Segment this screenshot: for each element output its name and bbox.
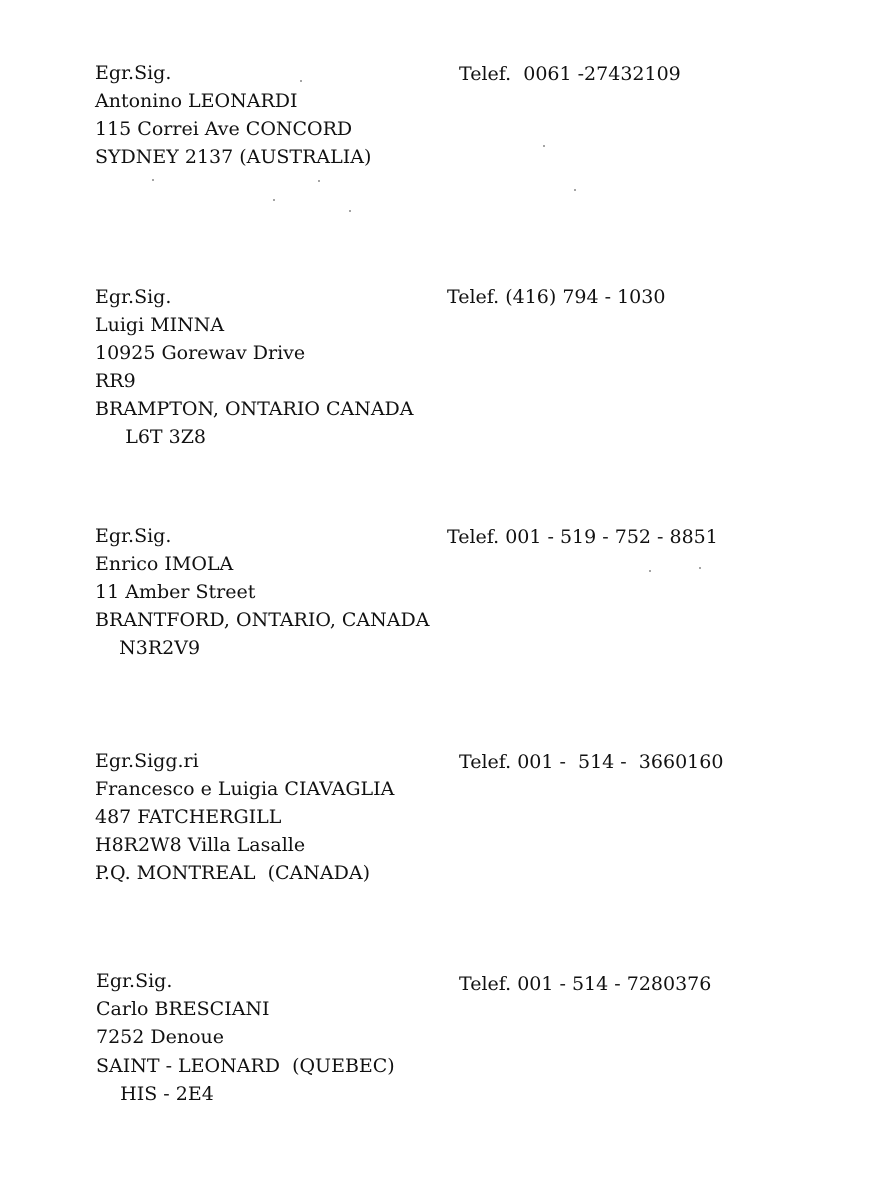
address-line: 11 Amber Street [95, 581, 256, 603]
recipient-name: Enrico IMOLA [95, 553, 234, 575]
salutation: Egr.Sig. [95, 62, 172, 84]
address-line: 487 FATCHERGILL [95, 806, 282, 828]
scan-speck [300, 80, 302, 82]
scan-speck [318, 180, 320, 182]
address-line: H8R2W8 Villa Lasalle [95, 834, 306, 856]
recipient-name: Luigi MINNA [95, 314, 225, 336]
salutation: Egr.Sig. [95, 286, 172, 308]
recipient-name: Francesco e Luigia CIAVAGLIA [95, 778, 395, 800]
salutation: Egr.Sig. [96, 970, 173, 992]
telephone: Telef. 001 - 519 - 752 - 8851 [447, 526, 718, 548]
address-line: 115 Correi Ave CONCORD [95, 118, 353, 140]
address-line: SYDNEY 2137 (AUSTRALIA) [95, 146, 372, 168]
scan-speck [543, 145, 545, 147]
postal-code: HIS - 2E4 [96, 1083, 214, 1105]
scan-speck [349, 210, 351, 212]
scan-speck [699, 567, 701, 569]
recipient-name: Carlo BRESCIANI [96, 998, 270, 1020]
address-line: BRAMPTON, ONTARIO CANADA [95, 398, 414, 420]
scan-speck [574, 189, 576, 191]
address-line: 7252 Denoue [96, 1026, 225, 1048]
postal-code: N3R2V9 [95, 637, 201, 659]
scan-speck [152, 179, 154, 181]
scan-speck [649, 570, 651, 572]
telephone: Telef. 0061 -27432109 [459, 63, 681, 85]
recipient-name: Antonino LEONARDI [95, 90, 298, 112]
address-line: BRANTFORD, ONTARIO, CANADA [95, 609, 430, 631]
salutation: Egr.Sigg.ri [95, 750, 199, 772]
address-line: RR9 [95, 370, 136, 392]
address-line: 10925 Gorewav Drive [95, 342, 306, 364]
scan-speck [273, 199, 275, 201]
telephone: Telef. (416) 794 - 1030 [447, 286, 666, 308]
postal-code: L6T 3Z8 [95, 426, 206, 448]
address-line: SAINT - LEONARD (QUEBEC) [96, 1055, 395, 1077]
salutation: Egr.Sig. [95, 525, 172, 547]
address-line: P.Q. MONTREAL (CANADA) [95, 862, 370, 884]
telephone: Telef. 001 - 514 - 3660160 [459, 751, 724, 773]
telephone: Telef. 001 - 514 - 7280376 [459, 973, 712, 995]
